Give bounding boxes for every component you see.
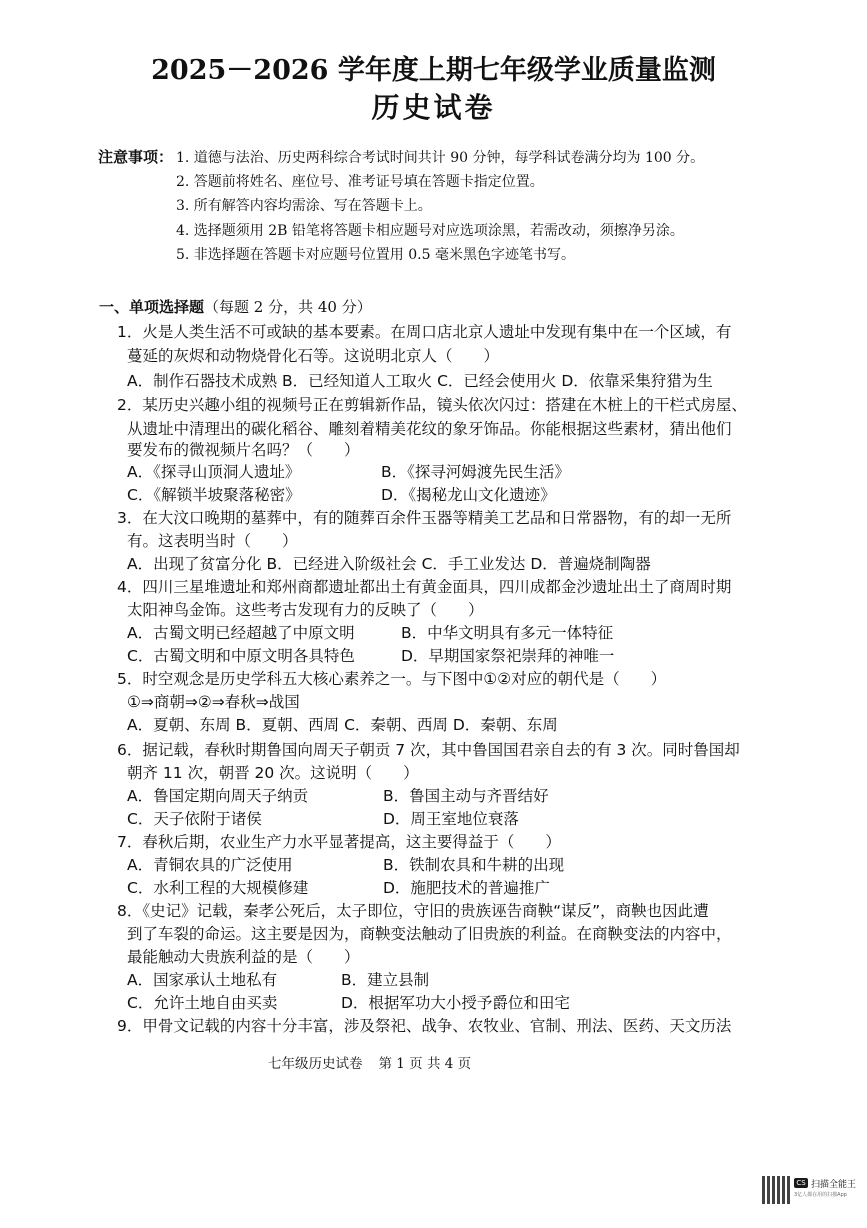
scanner-tagline: 3亿人都在用的扫描App	[794, 1192, 847, 1198]
question-8-stem: 到了车裂的命运。这主要是因为，商鞅变法触动了旧贵族的利益。在商鞅变法的内容中，	[127, 925, 732, 943]
question-4-option: D．早期国家祭祀崇拜的神唯一	[401, 647, 615, 665]
question-5-sequence: ①⇒商朝⇒②⇒春秋⇒战国	[127, 693, 300, 711]
note-item: 2. 答题前将姓名、座位号、准考证号填在答题卡指定位置。	[176, 174, 544, 190]
exam-title: 2025－2026 学年度上期七年级学业质量监测	[151, 55, 716, 86]
question-3-stem: 3．在大汶口晚期的墓葬中，有的随葬百余件玉器等精美工艺品和日常器物，有的却一无所	[117, 509, 732, 527]
question-3-options: A．出现了贫富分化 B．已经进入阶级社会 C．手工业发达 D．普遍烧制陶器	[127, 555, 651, 573]
section-score-note: （每题 2 分，共 40 分）	[204, 298, 372, 316]
question-2-stem: 从遗址中清理出的碳化稻谷、雕刻着精美花纹的象牙饰品。你能根据这些素材，猜出他们	[127, 420, 732, 438]
scanner-app-name: 扫描全能王	[811, 1180, 857, 1190]
question-4-option: A．古蜀文明已经超越了中原文明	[127, 624, 355, 642]
question-6-option: C．天子依附于诸侯	[127, 810, 262, 828]
question-7-option: B．铁制农具和牛耕的出现	[383, 856, 565, 874]
question-6-stem: 朝齐 11 次，朝晋 20 次。这说明（ ）	[127, 764, 419, 782]
question-7-option: D．施肥技术的普遍推广	[383, 879, 550, 897]
question-8-stem: 最能触动大贵族利益的是（ ）	[127, 948, 360, 966]
question-2-option: C．《解锁半坡聚落秘密》	[127, 486, 301, 504]
question-8-option: A．国家承认土地私有	[127, 971, 278, 989]
question-5-stem: 5．时空观念是历史学科五大核心素养之一。与下图中①②对应的朝代是（ ）	[117, 670, 667, 688]
question-4-option: B．中华文明具有多元一体特征	[401, 624, 614, 642]
cs-logo-icon: CS	[794, 1178, 808, 1188]
question-2-option: A．《探寻山顶洞人遗址》	[127, 463, 301, 481]
question-1-stem: 蔓延的灰烬和动物烧骨化石等。这说明北京人（ ）	[127, 347, 500, 365]
question-7-option: C．水利工程的大规模修建	[127, 879, 309, 897]
question-2-stem: 2．某历史兴趣小组的视频号正在剪辑新作品，镜头依次闪过：搭建在木桩上的干栏式房屋、	[117, 396, 747, 414]
question-4-stem: 太阳神鸟金饰。这些考古发现有力的反映了（ ）	[127, 601, 484, 619]
notes-label: 注意事项：	[98, 148, 174, 166]
footer-paper-name: 七年级历史试卷	[268, 1056, 363, 1072]
footer-page-number: 第 1 页 共 4 页	[378, 1056, 472, 1072]
question-3-stem: 有。这表明当时（ ）	[127, 532, 298, 550]
question-2-stem: 要发布的微视频片名吗？（ ）	[127, 441, 360, 459]
question-7-option: A．青铜农具的广泛使用	[127, 856, 293, 874]
question-5-options: A．夏朝、东周 B．夏朝、西周 C．秦朝、西周 D．秦朝、东周	[127, 716, 558, 734]
question-4-stem: 4．四川三星堆遗址和郑州商都遗址都出土有黄金面具，四川成都金沙遗址出土了商周时期	[117, 578, 732, 596]
question-4-option: C．古蜀文明和中原文明各具特色	[127, 647, 355, 665]
question-1-options: A．制作石器技术成熟 B．已经知道人工取火 C．已经会使用火 D．依靠采集狩猎为生	[127, 372, 713, 390]
question-9-stem: 9．甲骨文记载的内容十分丰富，涉及祭祀、战争、农牧业、官制、刑法、医药、天文历法	[117, 1017, 732, 1035]
question-8-option: B．建立县制	[341, 971, 430, 989]
note-item: 5. 非选择题在答题卡对应题号位置用 0.5 毫米黑色字迹笔书写。	[176, 247, 575, 263]
question-6-stem: 6．据记载，春秋时期鲁国向周天子朝贡 7 次，其中鲁国国君亲自去的有 3 次。同时鲁国却	[117, 741, 740, 759]
note-item: 1. 道德与法治、历史两科综合考试时间共计 90 分钟，每学科试卷满分均为 100 分。	[176, 150, 705, 166]
question-2-option: D．《揭秘龙山文化遗迹》	[381, 486, 556, 504]
question-8-option: C．允许土地自由买卖	[127, 994, 278, 1012]
section-heading	[99, 296, 372, 317]
question-8-stem: 8．《史记》记载，秦孝公死后，太子即位，守旧的贵族诬告商鞅“谋反”，商鞅也因此遭	[117, 902, 709, 920]
note-item: 4. 选择题须用 2B 铅笔将答题卡相应题号对应选项涂黑，若需改动，须擦净另涂。	[176, 223, 684, 239]
qr-code-icon	[762, 1176, 790, 1204]
note-item: 3. 所有解答内容均需涂、写在答题卡上。	[176, 198, 432, 214]
section-title: 一、单项选择题	[99, 298, 205, 316]
question-6-option: A．鲁国定期向周天子纳贡	[127, 787, 309, 805]
page-footer	[268, 1052, 487, 1072]
exam-subject: 历史试卷	[371, 91, 496, 124]
question-2-option: B．《探寻河姆渡先民生活》	[381, 463, 570, 481]
question-1-stem: 1．火是人类生活不可或缺的基本要素。在周口店北京人遗址中发现有集中在一个区域，有	[117, 323, 732, 341]
question-6-option: B．鲁国主动与齐晋结好	[383, 787, 549, 805]
question-8-option: D．根据军功大小授予爵位和田宅	[341, 994, 570, 1012]
question-7-stem: 7．春秋后期，农业生产力水平显著提高，这主要得益于（ ）	[117, 833, 561, 851]
question-6-option: D．周王室地位衰落	[383, 810, 519, 828]
scanner-watermark	[762, 1176, 857, 1210]
